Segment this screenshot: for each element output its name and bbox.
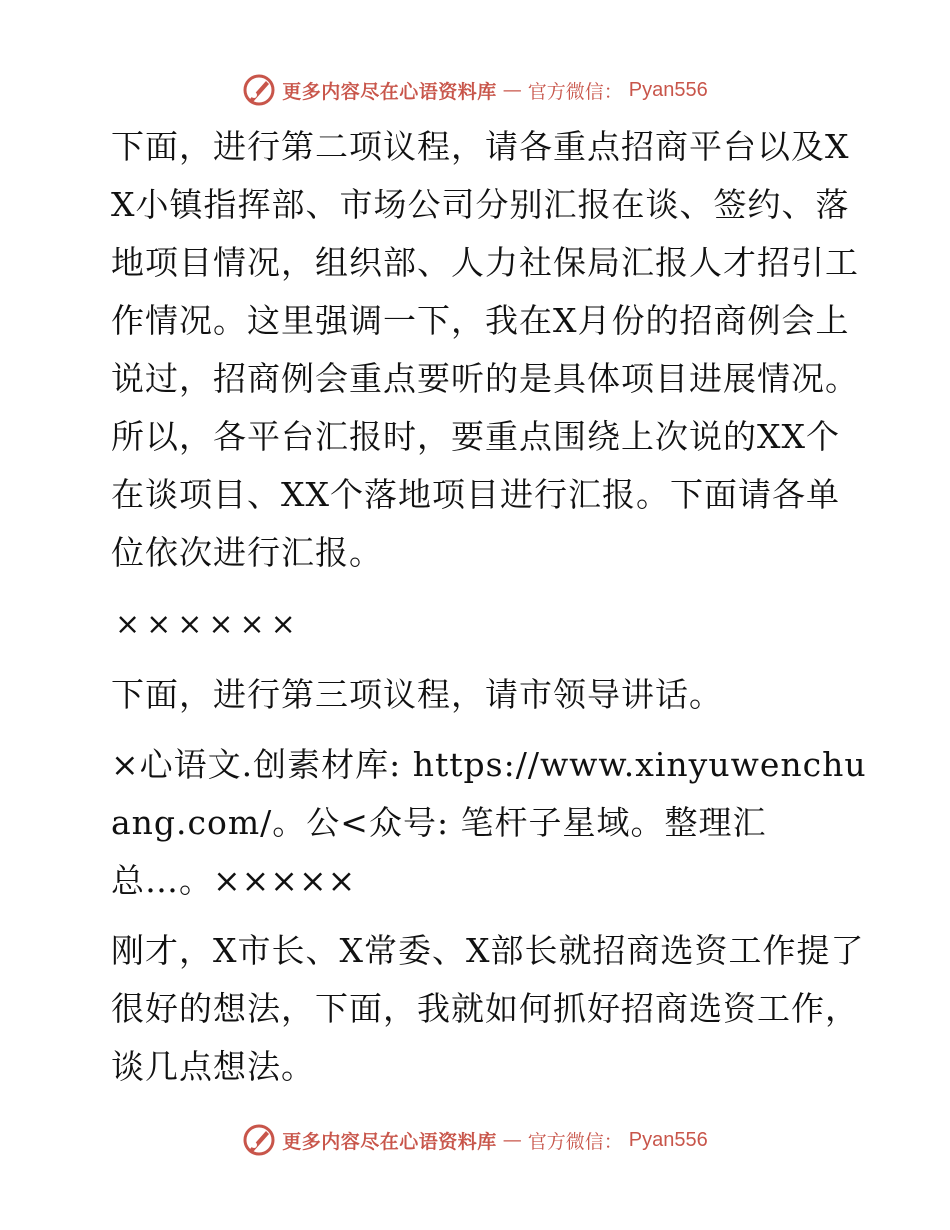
paragraph-agenda-two: 下面，进行第二项议程，请各重点招商平台以及XX小镇指挥部、市场公司分别汇报在谈、签约、落地项目情况，组织部、人力社保局汇报人才招引工作情况。这里强调一下，我在X月份的招商例会上说过，招商例会重点要听的是具体项目进展情况。所以，各平台汇报时，要重点围绕上次说的XX个在谈项目、XX个落地项目进行汇报。下面请各单位依次进行汇报。: [111, 127, 859, 572]
header-contact-label: 官方微信：: [527, 80, 623, 103]
paragraph-remarks: 刚才，X市长、X常委、X部长就招商选资工作提了很好的想法，下面，我就如何抓好招商选资工作，谈几点想法。: [111, 931, 865, 1086]
footer-separator: —: [502, 1129, 522, 1151]
document-body: [97, 118, 867, 1108]
footer-contact-label: 官方微信：: [527, 1130, 623, 1153]
pen-logo-icon: [242, 73, 276, 107]
paragraph-agenda-three: 下面，进行第三项议程，请市领导讲话。: [111, 675, 723, 714]
pen-logo-icon: [242, 1123, 276, 1157]
paragraph-source-note: ×心语文.创素材库: https://www.xinyuwenchuang.com/。公<众号: 笔杆子星域。整理汇总…。×××××: [111, 745, 867, 900]
header-separator: —: [502, 79, 522, 101]
header-contact-id: Pyan556: [628, 78, 708, 101]
footer-slogan: 更多内容尽在心语资料库: [282, 1130, 497, 1153]
footer-watermark-banner: [0, 1120, 950, 1160]
separator-symbols: ××××××: [115, 607, 302, 642]
header-slogan: 更多内容尽在心语资料库: [282, 80, 497, 103]
footer-contact-id: Pyan556: [628, 1128, 708, 1151]
header-watermark-banner: [0, 70, 950, 110]
